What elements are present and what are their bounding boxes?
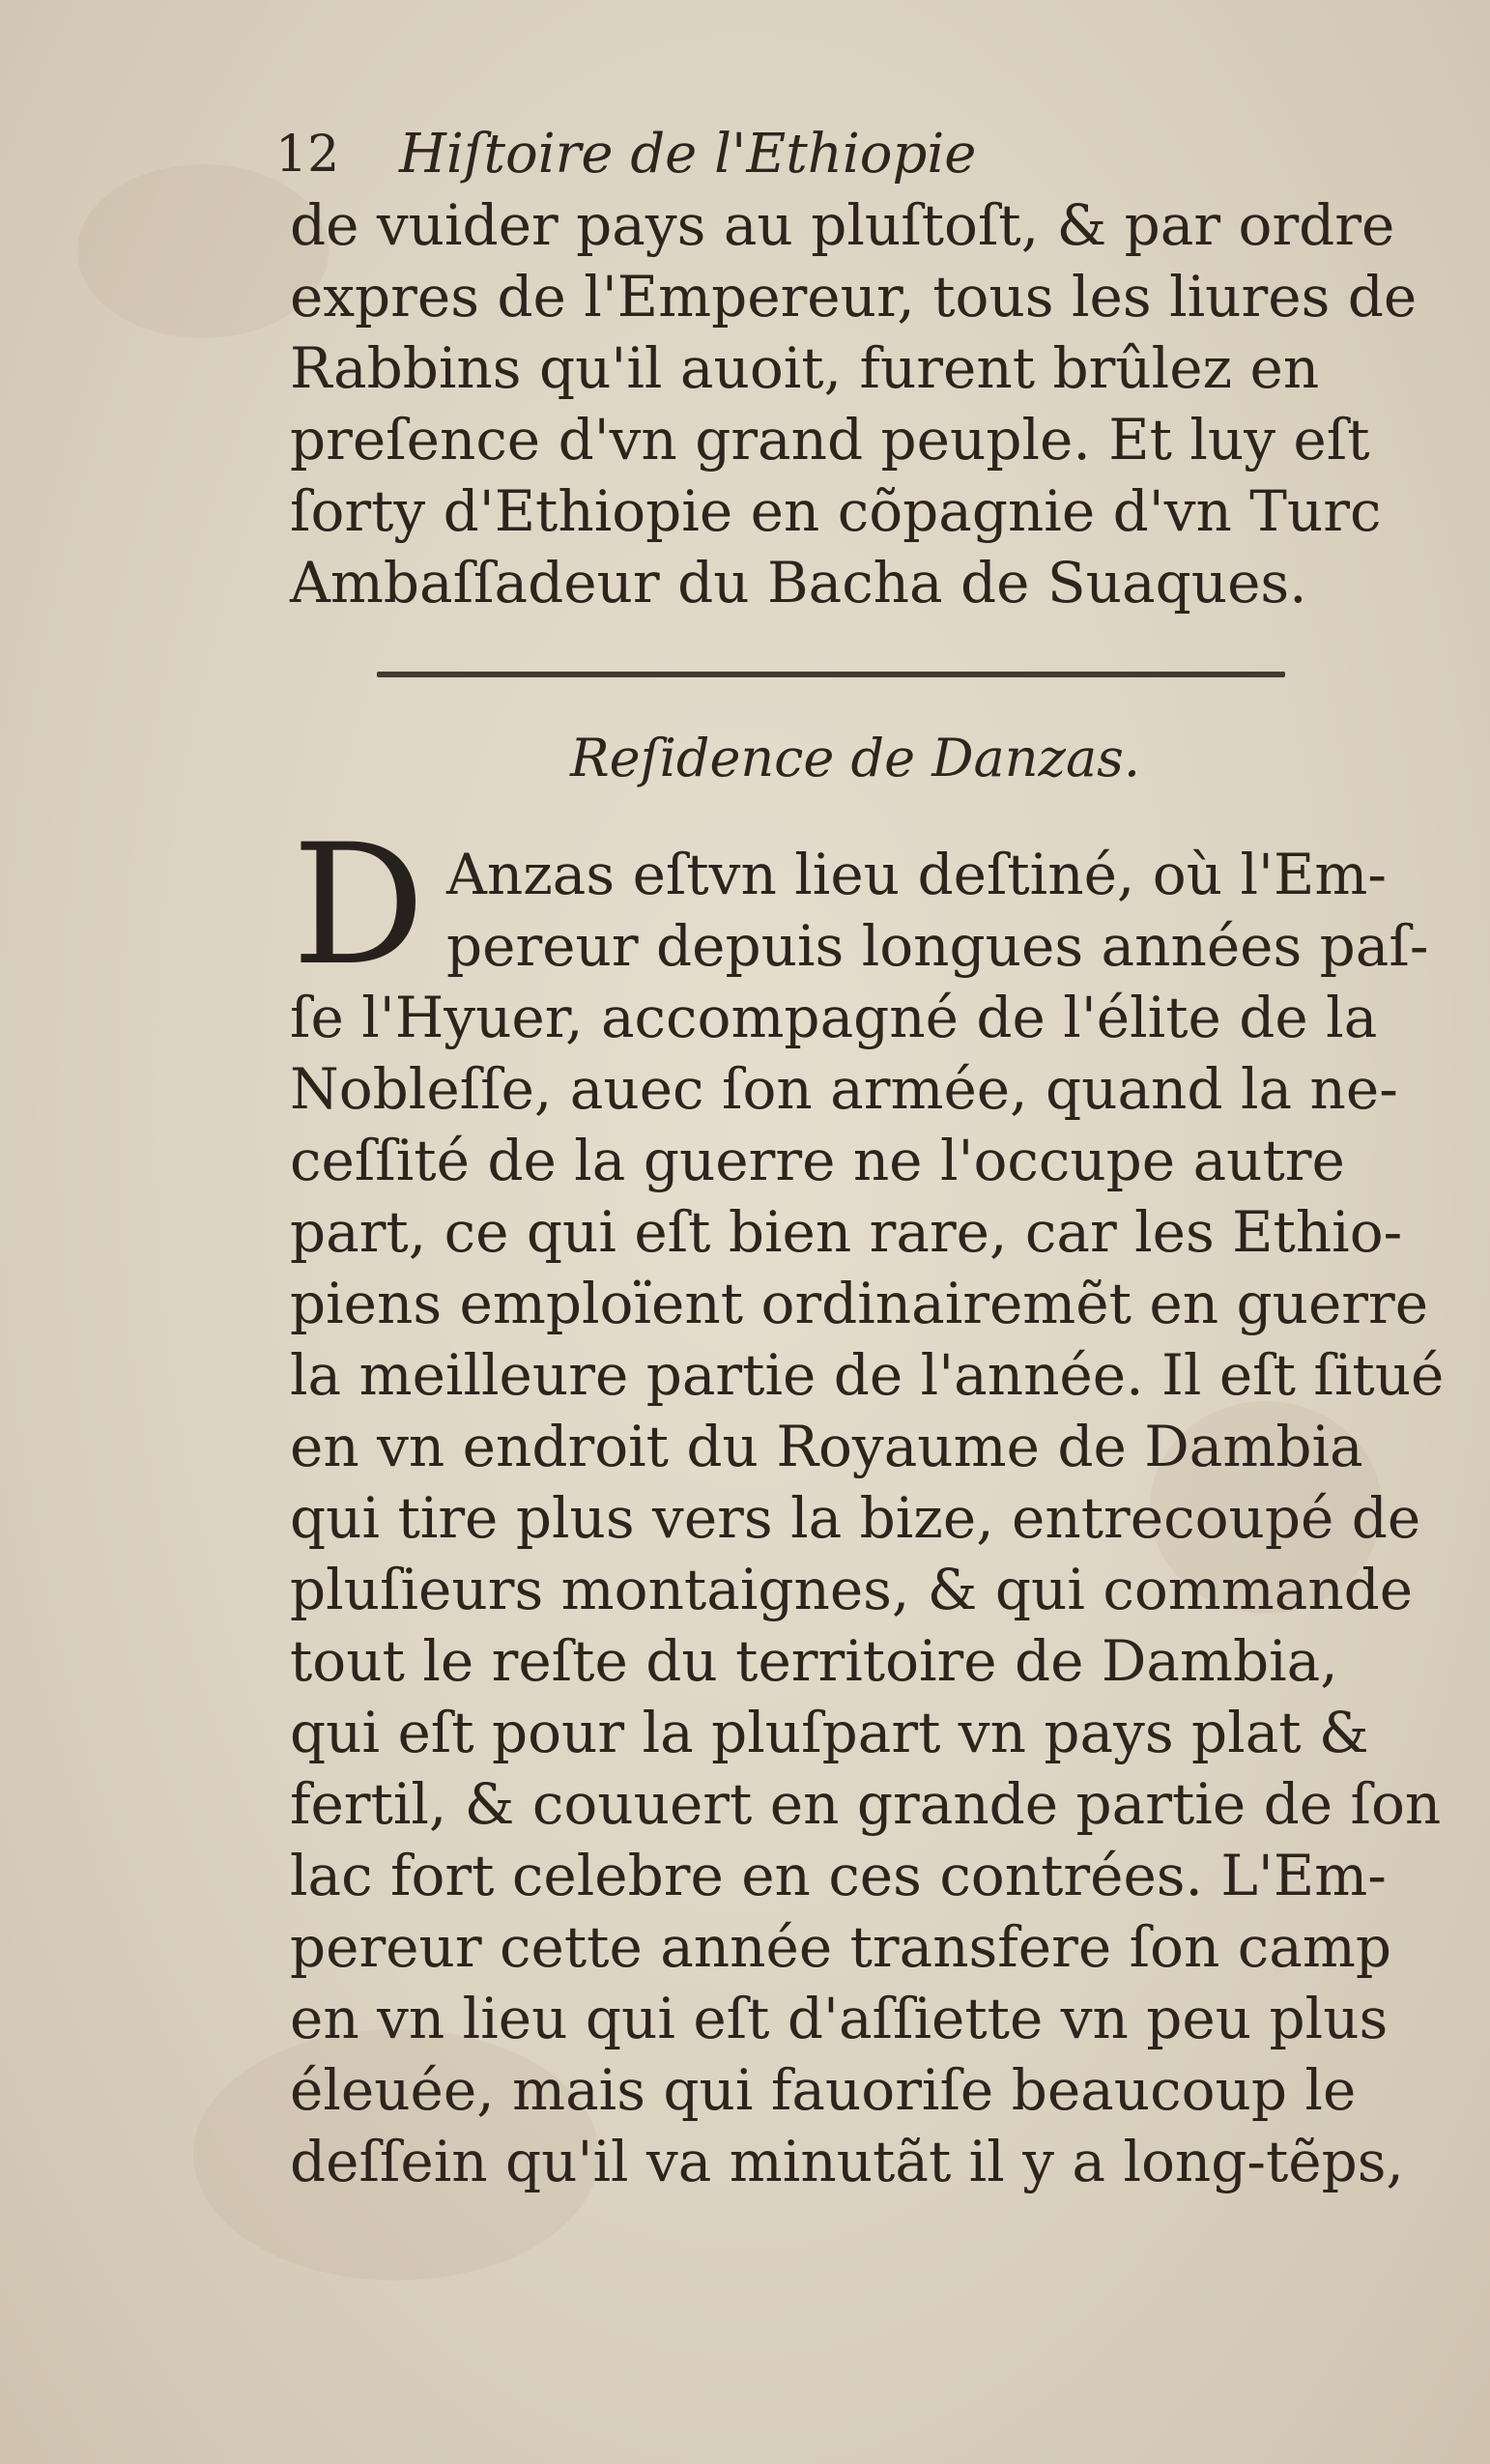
text-line: pereur cette année transfere ſon camp (290, 1914, 1391, 1980)
text-line: fertil, & couuert en grande partie de ſon (290, 1771, 1442, 1837)
text-line: ceſſité de la guerre ne l'occupe autre (290, 1128, 1345, 1193)
text-line: ſe l'Hyuer, accompagné de l'élite de la (290, 985, 1378, 1050)
text-line: de vuider pays au pluſtoſt, & par ordre (290, 192, 1395, 258)
text-line: Nobleſſe, auec ſon armée, quand la ne- (290, 1056, 1398, 1122)
text-line: Ambaſſadeur du Bacha de Suaques. (290, 550, 1307, 616)
running-title: Hiſtoire de l'Ethiopie (399, 123, 977, 186)
text-line: piens emploïent ordinairemẽt en guerre (290, 1271, 1429, 1336)
text-line: la meilleure partie de l'année. Il eſt ſitué (290, 1342, 1445, 1408)
page-number: 12 (275, 126, 340, 184)
text-line: en vn endroit du Royaume de Dambia (290, 1414, 1363, 1479)
drop-cap: D (292, 808, 425, 1002)
text-line: pluſieurs montaignes, & qui commande (290, 1557, 1414, 1622)
text-line: pereur depuis longues années paſ- (446, 913, 1429, 979)
section-body (290, 839, 1445, 2197)
text-line: deſſein qu'il va minutãt il y a long-tẽps, (290, 2129, 1404, 2194)
section-divider (377, 672, 1285, 677)
text-line: en vn lieu qui eſt d'aſſiette vn peu plus (290, 1986, 1389, 2051)
text-line: Rabbins qu'il auoit, furent brûlez en (290, 335, 1320, 401)
text-line: part, ce qui eſt bien rare, car les Ethio- (290, 1199, 1403, 1265)
text-line: expres de l'Empereur, tous les liures de (290, 264, 1418, 329)
text-line: éleuée, mais qui fauoriſe beaucoup le (290, 2057, 1357, 2123)
text-line: preſence d'vn grand peuple. Et luy eſt (290, 407, 1370, 473)
text-line: Anzas eſtvn lieu deſtiné, où l'Em- (446, 842, 1387, 907)
text-line: qui eſt pour la pluſpart vn pays plat & (290, 1700, 1369, 1765)
intro-paragraph (290, 189, 1418, 618)
text-line: qui tire plus vers la bize, entrecoupé de (290, 1485, 1421, 1551)
drop-cap-lines (290, 839, 1429, 982)
page-header (275, 116, 1145, 193)
text-line: lac fort celebre en ces contrées. L'Em- (290, 1843, 1387, 1908)
text-line: tout le reſte du territoire de Dambia, (290, 1628, 1338, 1694)
text-line: ſorty d'Ethiopie en cõpagnie d'vn Turc (290, 478, 1382, 544)
section-title: Reſidence de Danzas. (570, 728, 1141, 788)
